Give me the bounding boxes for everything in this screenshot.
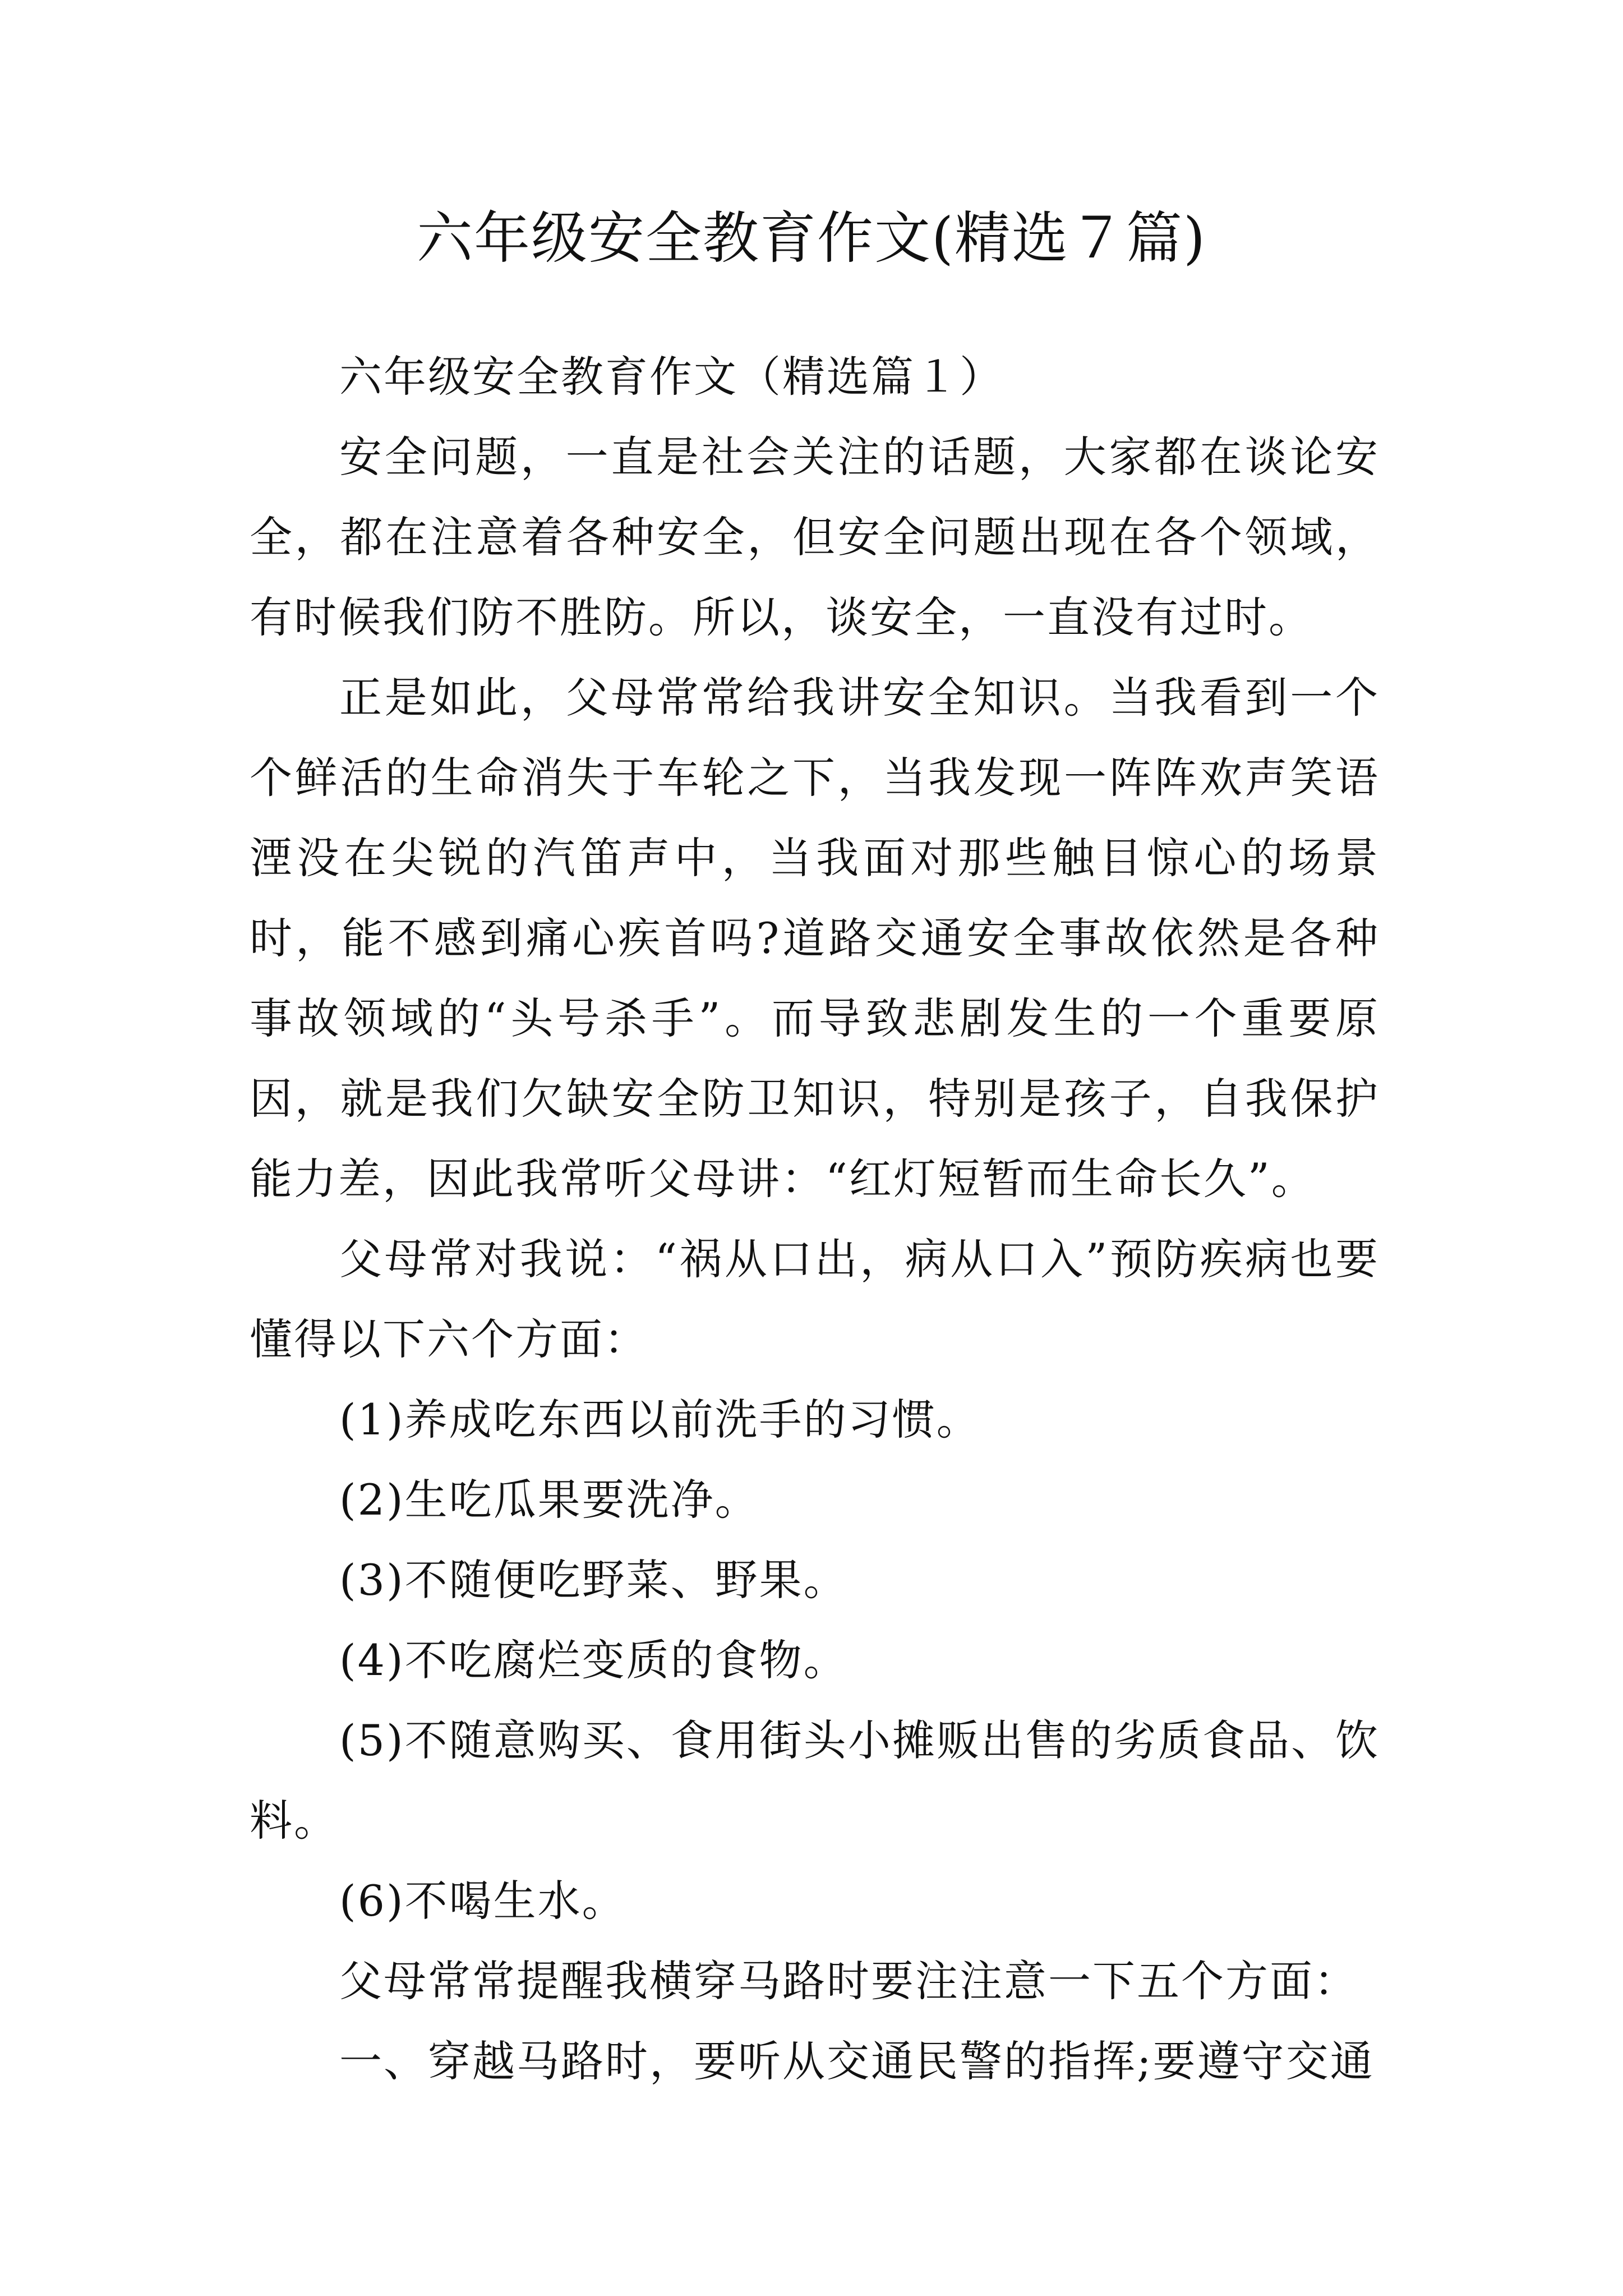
- list-item: (3)不随便吃野菜、野果。: [339, 1555, 848, 1605]
- paragraph: 正是如此，父母常常给我讲安全知识。当我看到一个个鲜活的生命消失于车轮之下，当我发现一阵阵欢声笑语湮没在尖锐的汽笛声中，当我面对那些触目惊心的场景时，能不感到痛心疾首吗?道路交通安全事故依然是各种事故领域的“头号杀手”。而导致悲剧发生的一个重要原因，就是我们欠缺安全防卫知识，特别是孩子，自我保护能力差，因此我常听父母讲：“红灯短暂而生命长久”。: [250, 673, 1380, 1204]
- document-title: 六年级安全教育作文(精选７篇): [416, 205, 1207, 271]
- section-heading: 六年级安全教育作文（精选篇１）: [339, 352, 1004, 402]
- paragraph: 安全问题，一直是社会关注的话题，大家都在谈论安全，都在注意着各种安全，但安全问题出现在各个领域，有时候我们防不胜防。所以，谈安全，一直没有过时。: [250, 432, 1380, 642]
- paragraph: 一、穿越马路时，要听从交通民警的指挥;要遵守交通: [339, 2036, 1375, 2086]
- paragraph: 父母常常提醒我横穿马路时要注注意一下五个方面：: [339, 1956, 1358, 2006]
- document-body: [250, 337, 1380, 2101]
- list-item: (4)不吃腐烂变质的食物。: [339, 1635, 848, 1685]
- list-item: (5)不随意购买、食用街头小摊贩出售的劣质食品、饮料。: [250, 1715, 1380, 1846]
- paragraph: 父母常对我说：“祸从口出，病从口入”预防疾病也要懂得以下六个方面：: [250, 1234, 1380, 1364]
- list-item: (1)养成吃东西以前洗手的习惯。: [339, 1395, 981, 1444]
- list-item: (6)不喝生水。: [339, 1876, 626, 1926]
- list-item: (2)生吃瓜果要洗净。: [339, 1475, 759, 1525]
